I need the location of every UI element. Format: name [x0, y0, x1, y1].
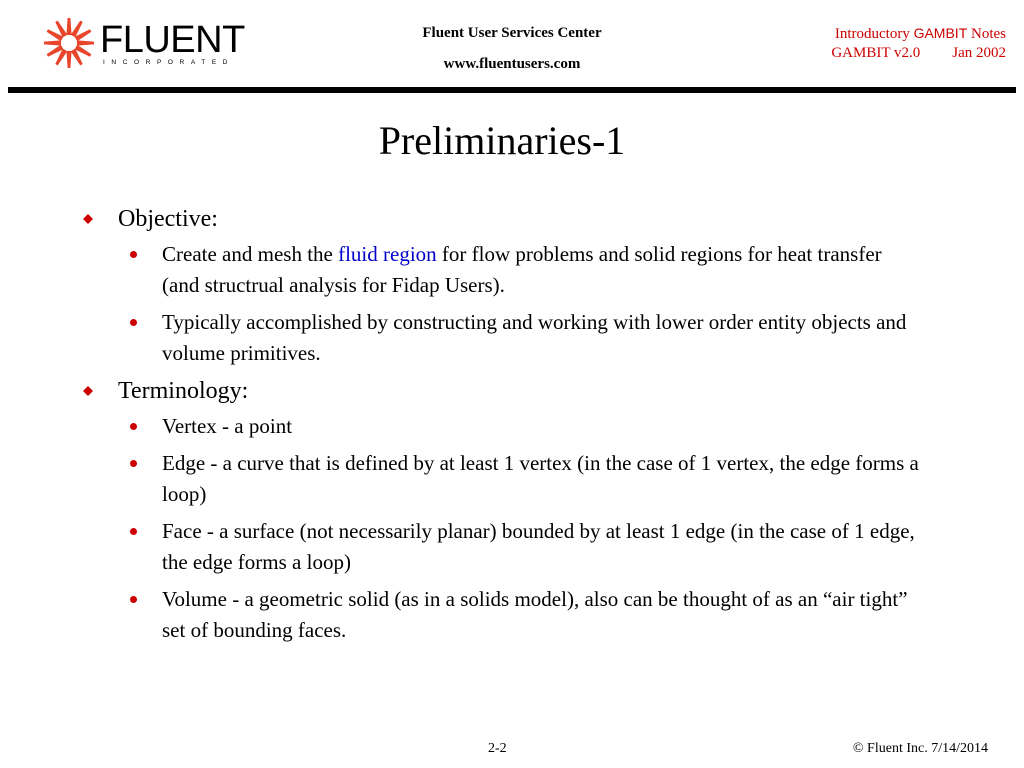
diamond-bullet-icon — [83, 214, 93, 224]
header-course-product: GAMBIT — [913, 25, 968, 41]
header-version-date — [831, 44, 1006, 63]
dot-bullet-icon — [130, 528, 137, 535]
header-org-name: Fluent User Services Center — [422, 25, 602, 41]
header-website: www.fluentusers.com — [443, 56, 581, 72]
section-heading: Objective: — [118, 206, 218, 232]
item-highlight: fluid region — [338, 242, 437, 266]
item-text-before: Create and mesh the — [162, 242, 339, 266]
item-text: Typically accomplished by constructing and working with lower order entity objects and volume primitives. — [162, 310, 907, 365]
dot-bullet-icon — [130, 251, 137, 258]
logo-subtitle: INCORPORATED — [103, 59, 235, 66]
logo-wordmark: FLUENT — [100, 19, 245, 61]
item-text: Face - a surface (not necessarily planar) bounded by at least 1 edge (in the case of 1 edge, the edge forms a loop) — [162, 519, 915, 574]
header-right — [831, 24, 1006, 63]
dot-bullet-icon — [130, 319, 137, 326]
list-item — [80, 584, 922, 646]
diamond-bullet-icon — [83, 386, 93, 396]
item-text: Volume - a geometric solid (as in a solids model), also can be thought of as an “air tight” set of bounding faces. — [162, 587, 908, 642]
header-version: GAMBIT v2.0 — [831, 45, 921, 61]
slide-title: Preliminaries-1 — [378, 118, 626, 163]
header-course-notes: Notes — [971, 26, 1006, 42]
starburst-logo-icon — [42, 16, 96, 70]
section-terminology — [80, 375, 940, 407]
list-item — [80, 239, 922, 301]
item-text-after: for flow problems and solid regions for heat transfer (and structrual analysis for Fidap Users). — [162, 242, 882, 297]
slide-body — [80, 203, 940, 652]
header-date: Jan 2002 — [952, 45, 1006, 61]
header-center — [312, 24, 712, 73]
section-heading: Terminology: — [118, 378, 249, 404]
dot-bullet-icon — [130, 460, 137, 467]
list-item — [80, 448, 922, 510]
copyright: © Fluent Inc. 7/14/2014 — [852, 741, 988, 756]
item-text: Vertex - a point — [162, 414, 293, 438]
dot-bullet-icon — [130, 596, 137, 603]
item-text: Edge - a curve that is defined by at least 1 vertex (in the case of 1 vertex, the edge forms a loop) — [162, 451, 919, 506]
header-course-title — [831, 24, 1006, 44]
list-item — [80, 411, 922, 442]
header-divider — [8, 87, 1016, 93]
list-item — [80, 516, 922, 578]
page-number: 2-2 — [488, 741, 507, 756]
header-course-intro: Introductory — [834, 26, 910, 42]
dot-bullet-icon — [130, 423, 137, 430]
list-item — [80, 307, 922, 369]
fluent-logo — [42, 18, 245, 68]
section-objective — [80, 203, 940, 235]
